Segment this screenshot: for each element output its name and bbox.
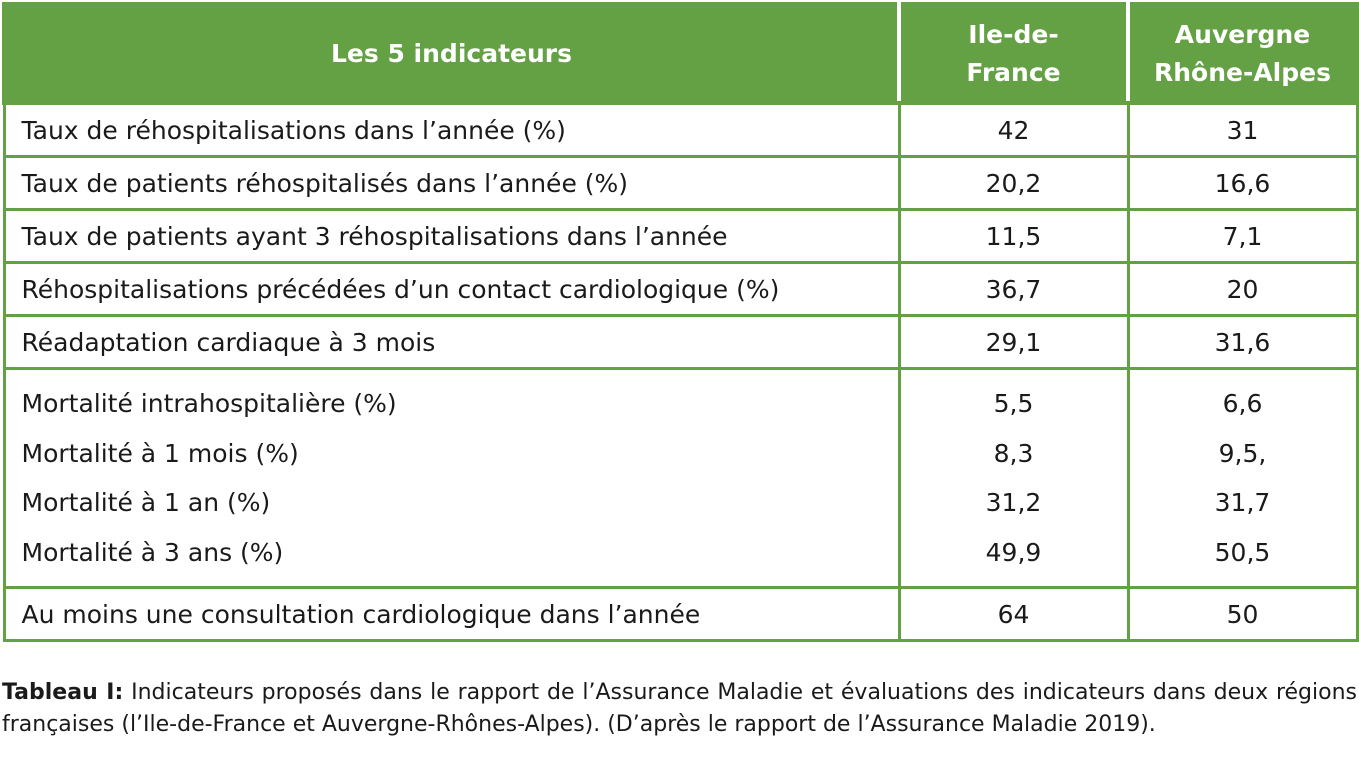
mortality-label: Mortalité à 1 an (%) [21,488,271,517]
value-ile-de-france: 64 [899,588,1128,641]
mortality-label: Mortalité à 1 mois (%) [21,438,299,468]
value-ile-de-france: 36,7 [899,263,1128,316]
mortality-label: Mortalité à 3 ans (%) [21,537,284,567]
value-auvergne-rhone-alpes: 6,6 [1222,389,1263,418]
header-auvergne-rhone-alpes [1128,4,1357,103]
row-label: Au moins une consultation cardiologique dans l’année [4,588,899,641]
value-auvergne-rhone-alpes: 9,5, [1218,438,1267,468]
header-ile-de-france-line1: Ile-de- [968,19,1059,49]
table-caption [2,677,1357,740]
value-ile-de-france: 49,9 [985,537,1042,567]
value-ile-de-france: 11,5 [899,210,1128,263]
header-row [4,4,1357,103]
row-label: Taux de réhospitalisations dans l’année (%) [4,103,899,157]
table-row [4,157,1357,210]
value-auvergne-rhone-alpes: 50,5 [1214,537,1271,567]
value-ile-de-france: 29,1 [899,316,1128,369]
row-label: Taux de patients ayant 3 réhospitalisations dans l’année [4,210,899,263]
table-row [4,210,1357,263]
indicators-table [2,2,1359,642]
table-row [4,103,1357,157]
row-label: Réadaptation cardiaque à 3 mois [4,316,899,369]
value-auvergne-rhone-alpes: 7,1 [1128,210,1357,263]
header-ile-de-france-line2: France [966,57,1061,87]
caption-label: Tableau I: [2,680,124,705]
header-indicators: Les 5 indicateurs [4,4,899,103]
value-ile-de-france: 20,2 [899,157,1128,210]
value-ile-de-france: 42 [899,103,1128,157]
mortality-label: Mortalité intrahospitalière (%) [21,389,397,418]
mortality-group-row [4,369,1357,588]
row-label: Taux de patients réhospitalisés dans l’année (%) [4,157,899,210]
row-label: Réhospitalisations précédées d’un contact cardiologique (%) [4,263,899,316]
mortality-labels [4,369,899,588]
value-ile-de-france: 8,3 [993,438,1034,468]
mortality-values-auvergne-rhone-alpes [1128,369,1357,588]
value-auvergne-rhone-alpes: 31,7 [1214,488,1271,517]
value-ile-de-france: 31,2 [985,488,1042,517]
header-ile-de-france [899,4,1128,103]
value-auvergne-rhone-alpes: 31,6 [1128,316,1357,369]
header-auvergne-rhone-alpes-line1: Auvergne [1174,19,1311,49]
table-row [4,588,1357,641]
value-auvergne-rhone-alpes: 50 [1128,588,1357,641]
header-auvergne-rhone-alpes-line2: Rhône-Alpes [1153,57,1331,87]
value-ile-de-france: 5,5 [993,389,1034,418]
value-auvergne-rhone-alpes: 31 [1128,103,1357,157]
value-auvergne-rhone-alpes: 20 [1128,263,1357,316]
table-row [4,263,1357,316]
caption-text: Indicateurs proposés dans le rapport de l’Assurance Maladie et évaluations des indicateurs dans deux régions françaises (l’Ile-de-France et Auvergne-Rhônes-Alpes). (D’après le rapport de l’Assurance Maladie 2019). [2,680,1357,737]
mortality-values-ile-de-france [899,369,1128,588]
value-auvergne-rhone-alpes: 16,6 [1128,157,1357,210]
table-row [4,316,1357,369]
